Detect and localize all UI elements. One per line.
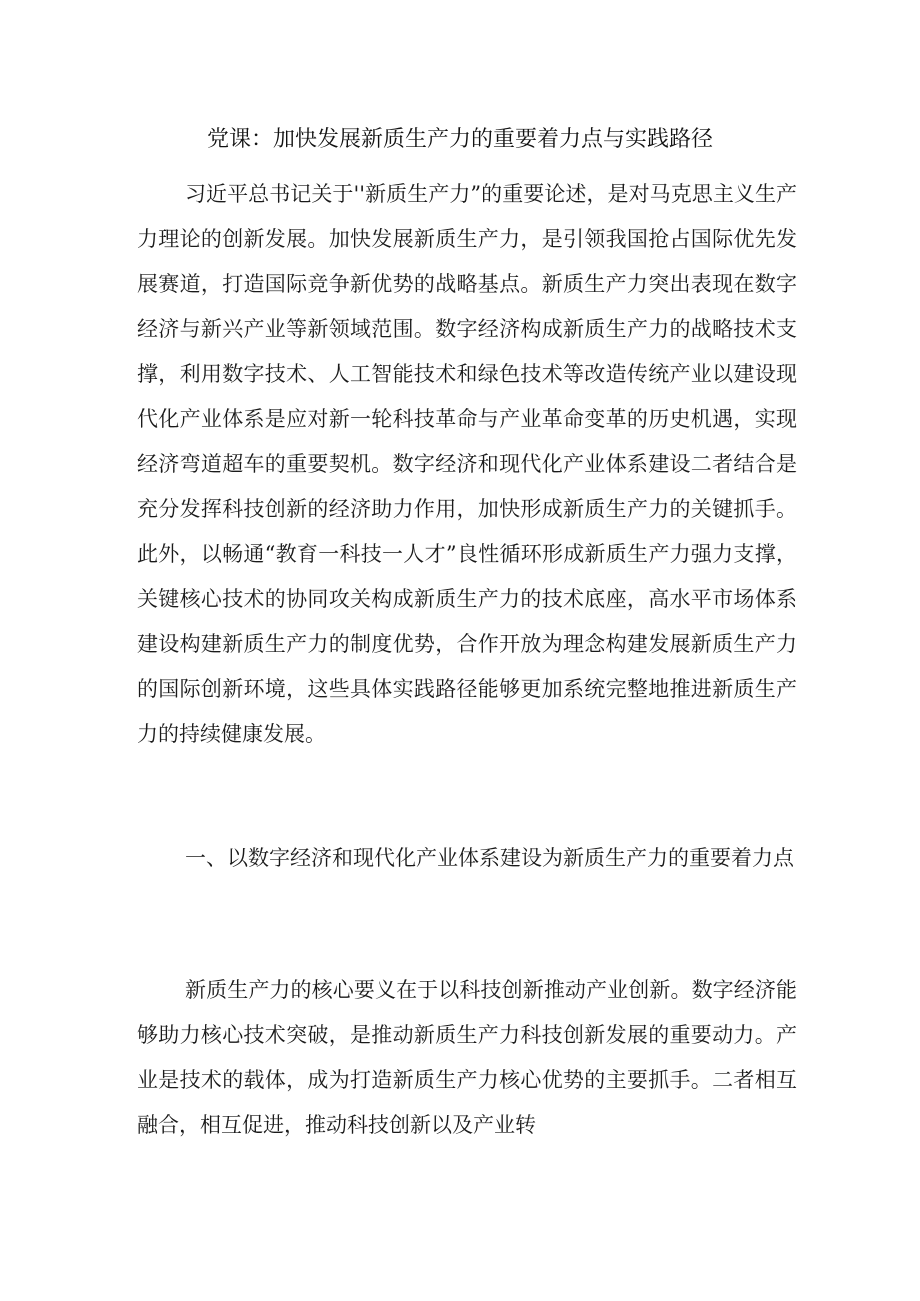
section-heading: 一、以数字经济和现代化产业体系建设为新质生产力的重要着力点	[185, 846, 794, 870]
section-paragraph: 新质生产力的核心要义在于以科技创新推动产业创新。数字经济能够助力核心技术突破，是推动新质生产力科技创新发展的重要动力。产业是技术的载体，成为打造新质生产力核心优势的主要抓手。二者相互融合，相互促进，推动科技创新以及产业转	[137, 978, 797, 1137]
document-title: 党课：加快发展新质生产力的重要着力点与实践路径	[206, 127, 713, 152]
intro-paragraph: 习近平总书记关于''新质生产力”的重要论述，是对马克思主义生产力理论的创新发展。加快发展新质生产力，是引领我国抢占国际优先发展赛道，打造国际竞争新优势的战略基点。新质生产力突出表现在数字经济与新兴产业等新领域范围。数字经济构成新质生产力的战略技术支撑，利用数字技术、人工智能技术和绿色技术等改造传统产业以建设现代化产业体系是应对新一轮科技革命与产业革命变革的历史机遇，实现经济弯道超车的重要契机。数字经济和现代化产业体系建设二者结合是充分发挥科技创新的经济助力作用，加快形成新质生产力的关键抓手。此外，以畅通“教育一科技一人才”良性循环形成新质生产力强力支撑，关键核心技术的协同攻关构成新质生产力的技术底座，高水平市场体系建设构建新质生产力的制度优势，合作开放为理念构建发展新质生产力的国际创新环境，这些具体实践路径能够更加系统完整地推进新质生产力的持续健康发展。	[137, 182, 797, 746]
